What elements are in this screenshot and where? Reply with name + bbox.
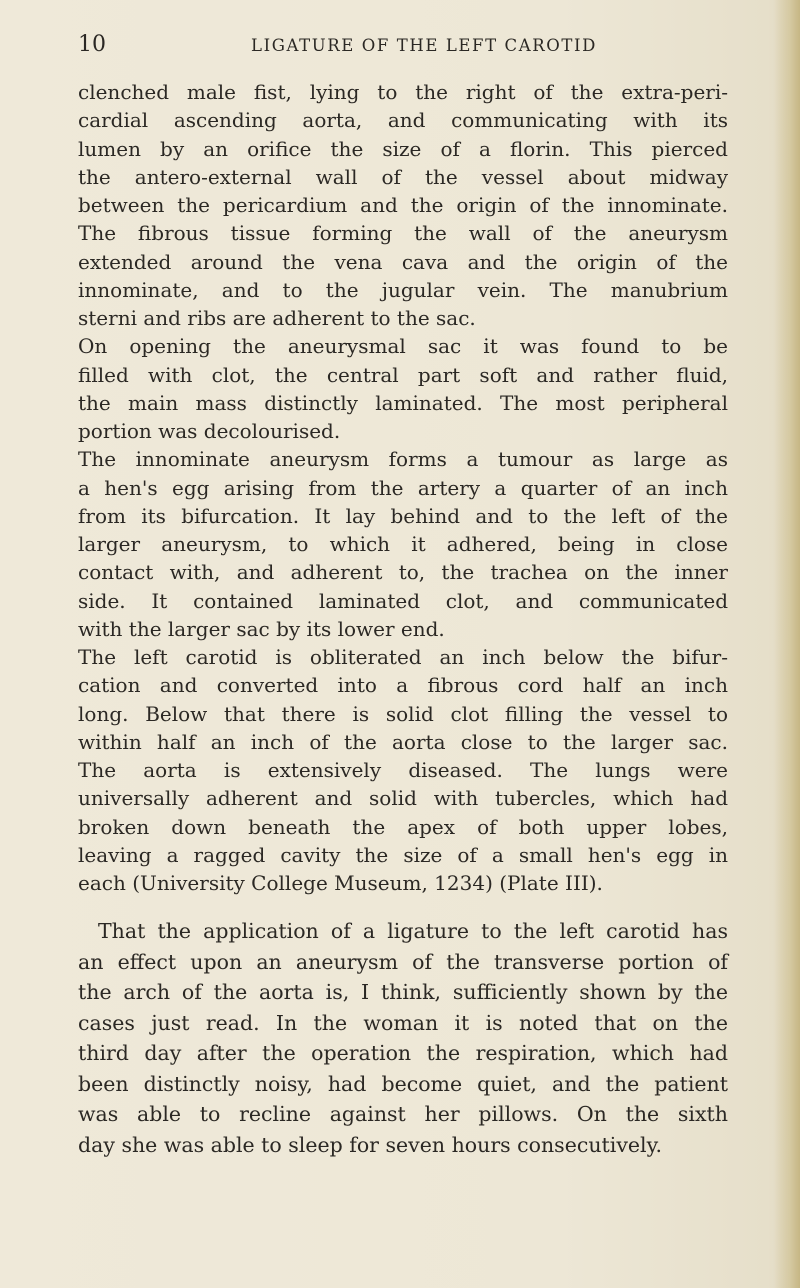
paragraph-block-2 — [78, 916, 728, 1160]
text-line: long. Below that there is solid clot filling the vessel to — [78, 701, 728, 726]
text-line: The innominate aneurysm forms a tumour as large as — [78, 447, 728, 472]
paragraph-gap — [78, 897, 728, 916]
text-line: broken down beneath the apex of both upper lobes, — [78, 814, 728, 839]
text-line: extended around the vena cava and the origin of the — [78, 249, 728, 274]
text-line: filled with clot, the central part soft and rather fluid, — [78, 362, 728, 387]
running-title: LIGATURE OF THE LEFT CAROTID — [251, 36, 597, 55]
text-line: the antero-external wall of the vessel about midway — [78, 164, 728, 189]
text-line: side. It contained laminated clot, and communicated — [78, 588, 728, 613]
text-line: That the application of a ligature to the left carotid has — [98, 919, 728, 944]
body-text — [78, 78, 728, 1160]
text-line: within half an inch of the aorta close to the larger sac. — [78, 729, 728, 754]
text-line: universally adherent and solid with tubercles, which had — [78, 786, 728, 811]
text-line: The left carotid is obliterated an inch below the bifur- — [78, 645, 728, 669]
text-line: lumen by an orifice the size of a florin. This pierced — [78, 136, 728, 161]
text-line: cation and converted into a fibrous cord half an inch — [78, 673, 728, 698]
text-line: The fibrous tissue forming the wall of the aneurysm — [78, 221, 728, 246]
text-line: the arch of the aorta is, I think, sufficiently shown by the — [78, 980, 728, 1005]
page-number: 10 — [78, 32, 106, 57]
text-line: cases just read. In the woman it is noted that on the — [78, 1010, 728, 1035]
text-line: innominate, and to the jugular vein. The manubrium — [78, 277, 728, 302]
running-head — [78, 28, 728, 62]
text-line: each (University College Museum, 1234) (Plate III). — [78, 871, 603, 895]
text-line: from its bifurcation. It lay behind and to the left of the — [78, 503, 728, 528]
text-line: third day after the operation the respiration, which had — [78, 1041, 728, 1066]
text-line: day she was able to sleep for seven hours consecutively. — [78, 1132, 662, 1157]
text-line: a hen's egg arising from the artery a quarter of an inch — [78, 475, 728, 500]
text-line: leaving a ragged cavity the size of a small hen's egg in — [78, 842, 728, 867]
paragraph-block-1 — [78, 78, 728, 897]
text-line: between the pericardium and the origin of the innominate. — [78, 193, 728, 217]
text-line: contact with, and adherent to, the trachea on the inner — [78, 560, 728, 585]
text-line: On opening the aneurysmal sac it was found to be — [78, 334, 728, 359]
text-line: clenched male fist, lying to the right of the extra-peri- — [78, 80, 728, 104]
text-line: cardial ascending aorta, and communicating with its — [78, 108, 728, 133]
text-line: the main mass distinctly laminated. The most peripheral — [78, 390, 728, 415]
text-line: The aorta is extensively diseased. The lungs were — [78, 758, 728, 782]
text-line: portion was decolourised. — [78, 419, 341, 443]
page-edge-shading — [774, 0, 800, 1288]
text-line: sterni and ribs are adherent to the sac. — [78, 306, 476, 330]
text-line: larger aneurysm, to which it adhered, being in close — [78, 532, 728, 556]
text-line: with the larger sac by its lower end. — [78, 616, 445, 641]
text-line: an effect upon an aneurysm of the transverse portion of — [78, 949, 728, 974]
text-line: was able to recline against her pillows. On the sixth — [78, 1102, 728, 1127]
text-line: been distinctly noisy, had become quiet, and the patient — [78, 1071, 728, 1096]
